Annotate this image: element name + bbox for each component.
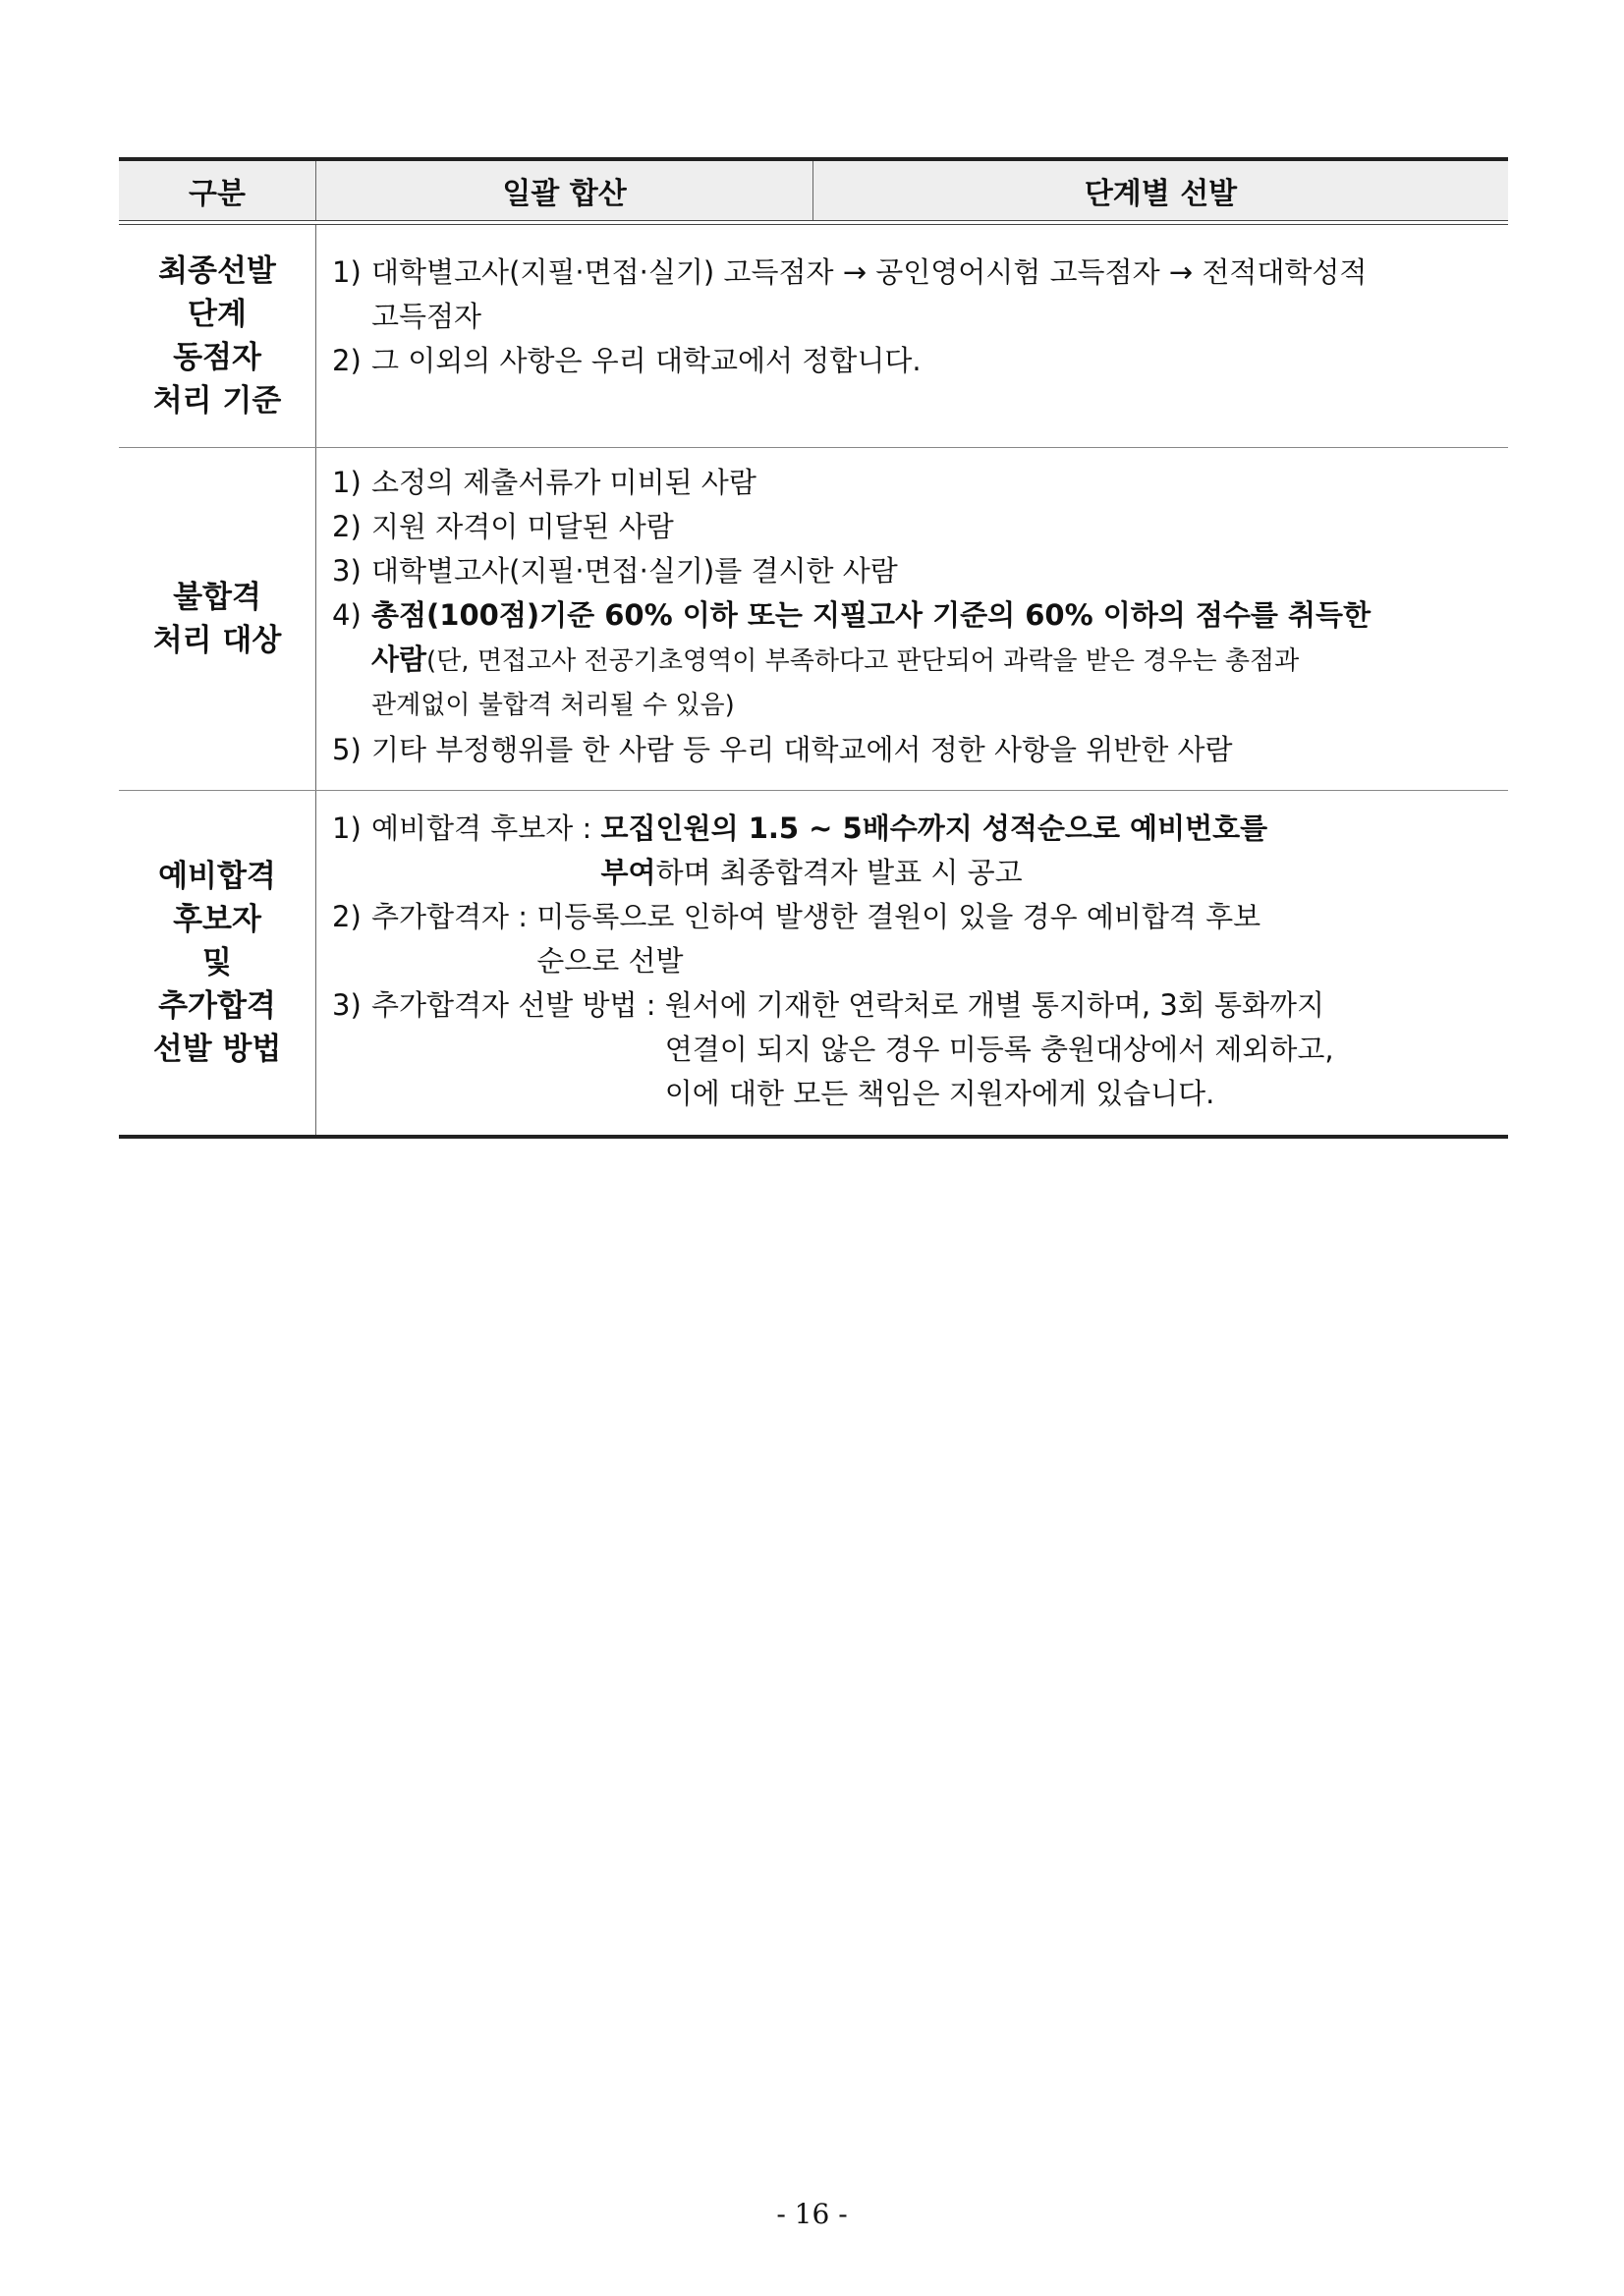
item-text: 원서에 기재한 연락처로 개별 통지하며, 3회 통화까지 <box>664 988 1325 1022</box>
item-text-bold: 사람 <box>371 643 427 676</box>
row-title-line: 추가합격 <box>158 988 276 1024</box>
item-label: 추가합격자 선발 방법 : <box>371 988 665 1022</box>
item-text: 이에 대한 모든 책임은 지원자에게 있습니다. <box>664 1077 1215 1110</box>
item-number: 4) <box>332 598 362 632</box>
item-text: 그 이외의 사항은 우리 대학교에서 정합니다. <box>371 344 922 377</box>
criteria-table <box>119 157 1508 1139</box>
item-number: 2) <box>332 510 362 543</box>
item-label: 추가합격자 : <box>371 900 537 933</box>
row-title-line: 불합격 <box>173 580 261 615</box>
row-content <box>316 791 1508 1135</box>
list-item <box>332 895 1508 983</box>
item-number: 1) <box>332 812 362 845</box>
item-text: 미등록으로 인하여 발생한 결원이 있을 경우 예비합격 후보 <box>536 900 1261 933</box>
row-title-tiebreak <box>119 225 316 447</box>
row-title-line: 및 <box>202 945 232 980</box>
table-bottom-rule <box>119 1135 1508 1139</box>
row-title-line: 최종선발 <box>158 253 276 289</box>
item-text: 하며 최종합격자 발표 시 공고 <box>655 856 1023 889</box>
item-text: (단, 면접고사 전공기초영역이 부족하다고 판단되어 과락을 받은 경우는 총점과 <box>426 646 1300 676</box>
item-text: 관계없이 불합격 처리될 수 있음) <box>371 691 735 720</box>
item-number: 3) <box>332 554 362 588</box>
item-number: 3) <box>332 988 362 1022</box>
list-item <box>332 461 1508 505</box>
row-title-line: 처리 기준 <box>152 383 282 419</box>
list-item <box>332 807 1508 895</box>
item-number: 5) <box>332 733 362 766</box>
table-header <box>119 161 1508 220</box>
row-title-line: 동점자 <box>173 340 261 375</box>
table-row <box>119 791 1508 1135</box>
header-batch-sum: 일괄 합산 <box>316 161 813 220</box>
list-item <box>332 339 1508 383</box>
item-number: 2) <box>332 344 362 377</box>
table-row <box>119 225 1508 447</box>
item-text-bold: 총점(100점)기준 60% 이하 또는 지필고사 기준의 60% 이하의 점수를 취득한 <box>371 598 1372 632</box>
item-text: 소정의 제출서류가 미비된 사람 <box>371 466 756 499</box>
list-item <box>332 549 1508 593</box>
item-number: 2) <box>332 900 362 933</box>
item-text: 지원 자격이 미달된 사람 <box>371 510 674 543</box>
list-item <box>332 983 1508 1116</box>
table-row <box>119 448 1508 790</box>
row-content <box>316 225 1508 447</box>
item-text: 순으로 선발 <box>536 944 684 978</box>
list-item <box>332 251 1508 339</box>
row-title-waitlist <box>119 791 316 1135</box>
row-title-disqualification <box>119 448 316 790</box>
item-label: 예비합격 후보자 : <box>371 812 601 845</box>
item-text: 기타 부정행위를 한 사람 등 우리 대학교에서 정한 사항을 위반한 사람 <box>371 733 1233 766</box>
list-item <box>332 505 1508 549</box>
item-number: 1) <box>332 466 362 499</box>
row-title-line: 선발 방법 <box>152 1032 282 1067</box>
item-text-bold: 모집인원의 1.5 ~ 5배수까지 성적순으로 예비번호를 <box>600 812 1268 845</box>
row-title-line: 단계 <box>188 297 247 332</box>
list-item <box>332 593 1508 728</box>
header-stepwise: 단계별 선발 <box>1084 177 1238 211</box>
item-text: 고득점자 <box>371 300 482 333</box>
item-text: 대학별고사(지필·면접·실기)를 결시한 사람 <box>371 554 898 588</box>
item-number: 1) <box>332 255 362 289</box>
page-number: - 16 - <box>776 2198 848 2230</box>
item-text-bold: 부여 <box>600 856 656 889</box>
row-title-line: 예비합격 <box>158 859 276 894</box>
item-text: 대학별고사(지필·면접·실기) 고득점자 → 공인영어시험 고득점자 → 전적대학성적 <box>371 255 1368 289</box>
row-title-line: 처리 대상 <box>152 623 282 658</box>
row-title-line: 후보자 <box>173 902 261 937</box>
header-category: 구분 <box>119 161 316 220</box>
item-text: 연결이 되지 않은 경우 미등록 충원대상에서 제외하고, <box>664 1033 1334 1066</box>
list-item <box>332 728 1508 772</box>
row-content <box>316 448 1508 790</box>
